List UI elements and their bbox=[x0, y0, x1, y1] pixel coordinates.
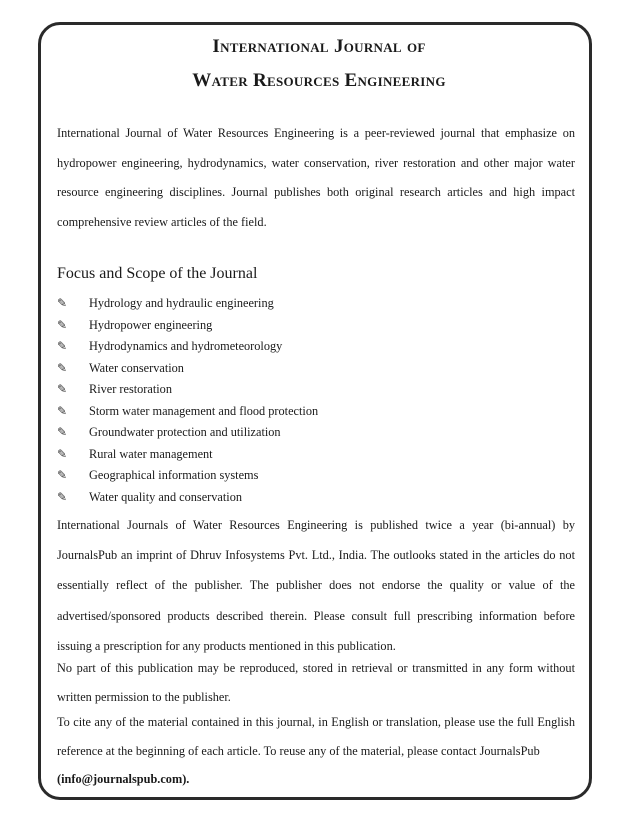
contact-email[interactable]: (info@journalspub.com). bbox=[57, 772, 190, 786]
pencil-icon: ✎ bbox=[57, 296, 68, 310]
focus-list bbox=[57, 293, 318, 508]
intro-paragraph: International Journal of Water Resources Engineering is a peer-reviewed journal that emphasize on hydropower engineering, hydrodynamics, water conservation, river restoration and other major water resource engineering disciplines. Journal publishes both original research articles and high impact comprehensive review articles of the field. bbox=[57, 126, 575, 229]
list-item: ✎ Hydrology and hydraulic engineering bbox=[57, 293, 318, 315]
journal-title-line2: Water Resources Engineering bbox=[192, 70, 446, 91]
pencil-icon: ✎ bbox=[57, 339, 68, 353]
citation-note bbox=[57, 708, 575, 794]
pencil-icon: ✎ bbox=[57, 446, 68, 461]
list-item: ✎ Storm water management and flood protection bbox=[57, 401, 318, 423]
journal-title-line1: International Journal of bbox=[212, 36, 426, 57]
list-item: ✎ River restoration bbox=[57, 379, 318, 401]
citation-text: To cite any of the material contained in this journal, in English or translation, please use the full English reference at the beginning of each article. To reuse any of the material, please contact JournalsPub bbox=[57, 715, 575, 758]
pencil-icon: ✎ bbox=[57, 425, 68, 439]
pencil-icon: ✎ bbox=[57, 489, 68, 504]
pencil-icon: ✎ bbox=[57, 403, 68, 418]
list-item: ✎ Hydropower engineering bbox=[57, 315, 318, 337]
pencil-icon: ✎ bbox=[57, 468, 68, 482]
list-item: ✎ Rural water management bbox=[57, 444, 318, 466]
list-item: ✎ Groundwater protection and utilization bbox=[57, 422, 318, 444]
pencil-icon: ✎ bbox=[57, 360, 68, 375]
copyright-note: No part of this publication may be reproduced, stored in retrieval or transmitted in any form without written permission to the publisher. bbox=[57, 661, 575, 704]
list-item: ✎ Water quality and conservation bbox=[57, 487, 318, 509]
list-item: ✎ Hydrodynamics and hydrometeorology bbox=[57, 336, 318, 358]
pencil-icon: ✎ bbox=[57, 382, 68, 396]
list-item: ✎ Geographical information systems bbox=[57, 465, 318, 487]
list-item: ✎ Water conservation bbox=[57, 358, 318, 380]
pencil-icon: ✎ bbox=[57, 317, 68, 332]
focus-heading: Focus and Scope of the Journal bbox=[57, 265, 258, 282]
publisher-note: International Journals of Water Resources Engineering is published twice a year (bi-annual) by JournalsPub an imprint of Dhruv Infosystems Pvt. Ltd., India. The outlooks stated in the articles do not essentially reflect of the publisher. The publisher does not endorse the quality or value of the advertised/sponsored products described therein. Please consult full prescribing information before issuing a prescription for any products mentioned in this publication. bbox=[57, 518, 575, 653]
